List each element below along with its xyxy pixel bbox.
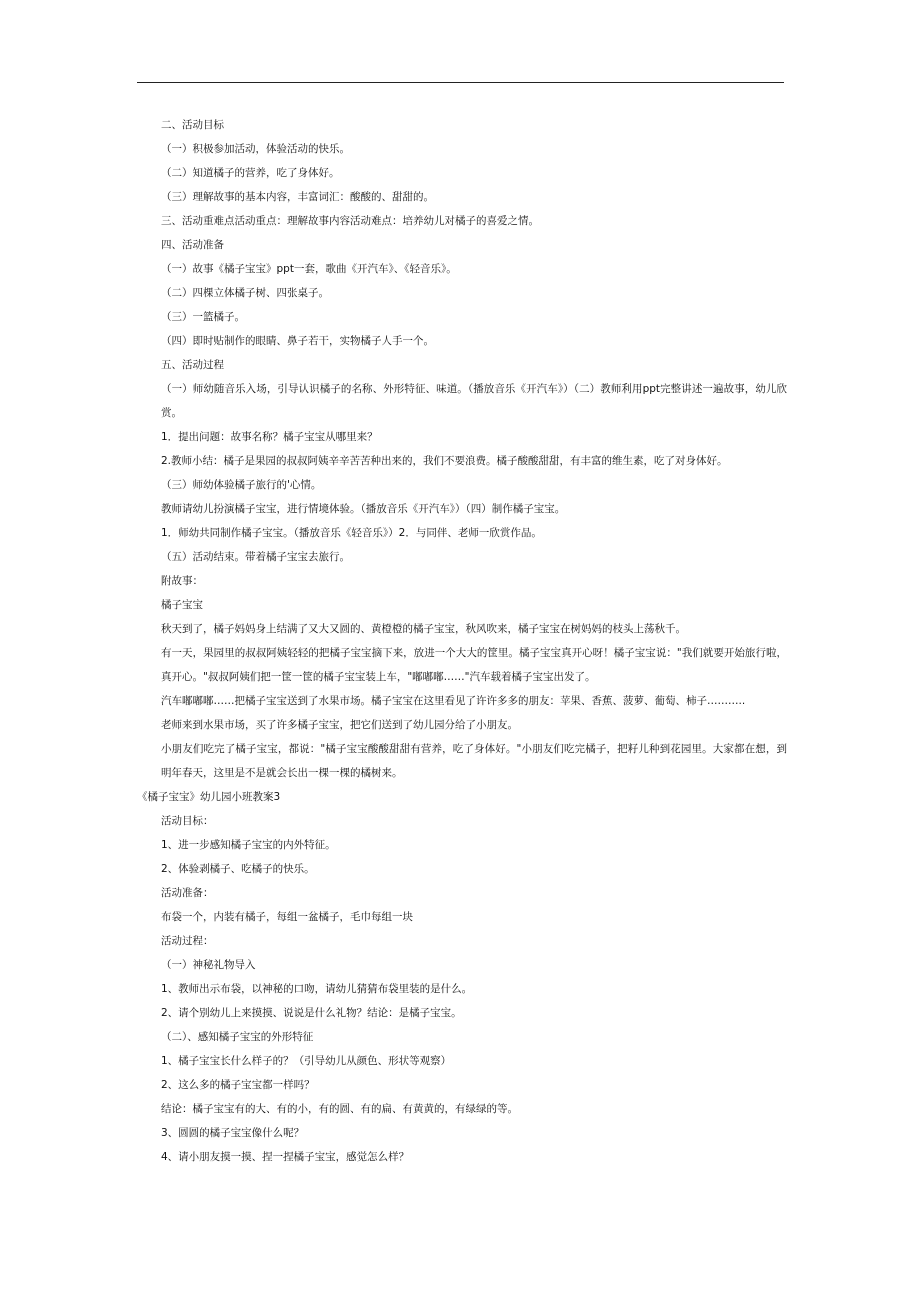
paragraph: 2、这么多的橘子宝宝都一样吗？ — [161, 1079, 315, 1091]
section-heading: 二、活动目标 — [161, 119, 224, 131]
section-heading: 活动过程： — [161, 935, 214, 947]
paragraph: （一）师幼随音乐入场，引导认识橘子的名称、外形特征、味道。（播放音乐《开汽车》）（二）教师利用ppt完整讲述一遍故事，幼儿欣赏。 — [161, 383, 787, 419]
story-title: 橘子宝宝 — [161, 599, 203, 611]
paragraph: （三）理解故事的基本内容，丰富词汇：酸酸的、甜甜的。 — [161, 191, 434, 203]
paragraph: 4、请小朋友摸一摸、捏一捏橘子宝宝，感觉怎么样？ — [161, 1151, 410, 1163]
paragraph: 老师来到水果市场，买了许多橘子宝宝，把它们送到了幼儿园分给了小朋友。 — [161, 719, 518, 731]
paragraph: （五）活动结束。带着橘子宝宝去旅行。 — [161, 551, 350, 563]
paragraph: 1、橘子宝宝长什么样子的？（引导幼儿从颜色、形状等观察） — [161, 1055, 452, 1067]
paragraph: （二）四棵立体橘子树、四张桌子。 — [161, 287, 329, 299]
paragraph: 3、圆圆的橘子宝宝像什么呢？ — [161, 1127, 305, 1139]
paragraph: 1．提出问题：故事名称？橘子宝宝从哪里来？ — [161, 431, 378, 443]
paragraph: 2、体验剥橘子、吃橘子的快乐。 — [161, 863, 315, 875]
paragraph: 秋天到了，橘子妈妈身上结满了又大又圆的、黄橙橙的橘子宝宝，秋风吹来，橘子宝宝在树妈妈的枝头上荡秋千。 — [161, 623, 686, 635]
section-heading: 活动目标： — [161, 815, 214, 827]
paragraph: （一）故事《橘子宝宝》ppt一套，歌曲《开汽车》、《轻音乐》。 — [161, 263, 457, 275]
paragraph: 1．师幼共同制作橘子宝宝。（播放音乐《轻音乐》）2．与同伴、老师一欣赏作品。 — [161, 527, 542, 539]
paragraph: （四）即时贴制作的眼睛、鼻子若干，实物橘子人手一个。 — [161, 335, 434, 347]
paragraph: 2.教师小结：橘子是果园的叔叔阿姨辛辛苦苦种出来的，我们不要浪费。橘子酸酸甜甜，有丰富的维生素，吃了对身体好。 — [161, 455, 728, 467]
paragraph: （一）神秘礼物导入 — [161, 959, 256, 971]
paragraph: 结论：橘子宝宝有的大、有的小，有的圆、有的扁、有黄黄的，有绿绿的等。 — [161, 1103, 518, 1115]
paragraph: 小朋友们吃完了橘子宝宝，都说："橘子宝宝酸酸甜甜有营养，吃了身体好。"小朋友们吃完橘子，把籽儿种到花园里。大家都在想，到明年春天，这里是不是就会长出一棵一棵的橘树来。 — [161, 743, 787, 779]
paragraph: （二）、感知橘子宝宝的外形特征 — [161, 1031, 314, 1043]
section-heading: 三、活动重难点活动重点：理解故事内容活动难点：培养幼儿对橘子的喜爱之情。 — [161, 215, 539, 227]
paragraph: （三）一篮橘子。 — [161, 311, 245, 323]
paragraph: （一）积极参加活动，体验活动的快乐。 — [161, 143, 350, 155]
header-rule — [137, 82, 784, 83]
document-body — [137, 113, 787, 1169]
section-heading: 四、活动准备 — [161, 239, 224, 251]
paragraph: （三）师幼体验橘子旅行的'心情。 — [161, 479, 322, 491]
section-heading: 五、活动过程 — [161, 359, 224, 371]
paragraph: （二）知道橘子的营养，吃了身体好。 — [161, 167, 340, 179]
paragraph: 汽车嘟嘟嘟……把橘子宝宝送到了水果市场。橘子宝宝在这里看见了许许多多的朋友：苹果、香蕉、菠萝、葡萄、柿子……….. — [161, 695, 746, 707]
paragraph: 1、教师出示布袋，以神秘的口吻，请幼儿猜猜布袋里装的是什么。 — [161, 983, 473, 995]
paragraph: 布袋一个，内装有橘子，每组一盆橘子，毛巾每组一块 — [161, 911, 413, 923]
paragraph: 教师请幼儿扮演橘子宝宝，进行情境体验。（播放音乐《开汽车》）（四）制作橘子宝宝。 — [161, 503, 566, 515]
paragraph: 有一天，果园里的叔叔阿姨轻轻的把橘子宝宝摘下来，放进一个大大的筐里。橘子宝宝真开心呀！橘子宝宝说："我们就要开始旅行啦，真开心。"叔叔阿姨们把一筐一筐的橘子宝宝装上车，"嘟嘟嘟……"汽车载着橘子宝宝出发了。 — [161, 647, 787, 683]
paragraph: 附故事： — [161, 575, 203, 587]
paragraph: 2、请个别幼儿上来摸摸、说说是什么礼物？结论：是橘子宝宝。 — [161, 1007, 462, 1019]
document-title: 《橘子宝宝》幼儿园小班教案3 — [137, 791, 281, 803]
section-heading: 活动准备： — [161, 887, 214, 899]
paragraph: 1、进一步感知橘子宝宝的内外特征。 — [161, 839, 336, 851]
